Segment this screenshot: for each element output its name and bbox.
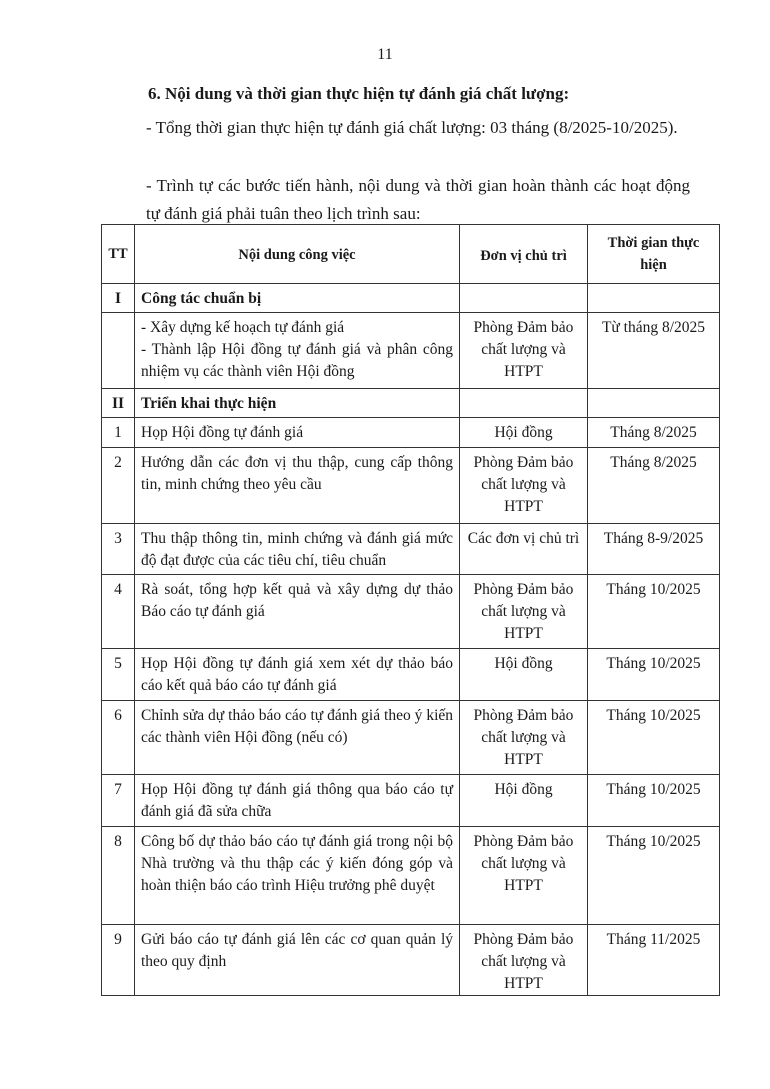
table-header-row bbox=[102, 225, 720, 284]
phase-row bbox=[102, 284, 720, 313]
table-row bbox=[102, 701, 720, 775]
table-row bbox=[102, 418, 720, 448]
table-row bbox=[102, 925, 720, 996]
row-number: 6 bbox=[102, 701, 135, 775]
phase-number: II bbox=[102, 389, 135, 418]
row-unit: Hội đồng bbox=[460, 649, 588, 701]
row-content: Họp Hội đồng tự đánh giá xem xét dự thảo báo cáo kết quả báo cáo tự đánh giá bbox=[135, 649, 460, 701]
row-unit: Hội đồng bbox=[460, 775, 588, 827]
row-unit: Phòng Đảm bảo chất lượng và HTPT bbox=[460, 701, 588, 775]
row-unit: Hội đồng bbox=[460, 418, 588, 448]
paragraph-text: - Trình tự các bước tiến hành, nội dung và thời gian hoàn thành các hoạt động tự đánh giá phải tuân theo lịch trình sau: bbox=[146, 176, 690, 223]
row-unit: Các đơn vị chủ trì bbox=[460, 524, 588, 575]
header-time: Thời gian thực hiện bbox=[588, 225, 720, 284]
row-time: Tháng 10/2025 bbox=[588, 649, 720, 701]
schedule-table bbox=[101, 224, 720, 996]
phase-row bbox=[102, 389, 720, 418]
row-time: Tháng 11/2025 bbox=[588, 925, 720, 996]
header-content: Nội dung công việc bbox=[135, 225, 460, 284]
empty-cell bbox=[588, 284, 720, 313]
row-content: Thu thập thông tin, minh chứng và đánh giá mức độ đạt được của các tiêu chí, tiêu chuẩn bbox=[135, 524, 460, 575]
row-number bbox=[102, 313, 135, 389]
row-content: Gửi báo cáo tự đánh giá lên các cơ quan quản lý theo quy định bbox=[135, 925, 460, 996]
row-number: 4 bbox=[102, 575, 135, 649]
table-row bbox=[102, 313, 720, 389]
table-row bbox=[102, 524, 720, 575]
row-number: 5 bbox=[102, 649, 135, 701]
row-content: Chỉnh sửa dự thảo báo cáo tự đánh giá theo ý kiến các thành viên Hội đồng (nếu có) bbox=[135, 701, 460, 775]
row-number: 8 bbox=[102, 827, 135, 925]
row-unit: Phòng Đảm bảo chất lượng và HTPT bbox=[460, 925, 588, 996]
header-unit: Đơn vị chủ trì bbox=[460, 225, 588, 284]
phase-title: Triển khai thực hiện bbox=[135, 389, 460, 418]
row-content: Họp Hội đồng tự đánh giá thông qua báo cáo tự đánh giá đã sửa chữa bbox=[135, 775, 460, 827]
empty-cell bbox=[460, 284, 588, 313]
paragraph-sequence bbox=[100, 172, 690, 228]
row-time: Tháng 10/2025 bbox=[588, 775, 720, 827]
table-row bbox=[102, 575, 720, 649]
empty-cell bbox=[588, 389, 720, 418]
phase-number: I bbox=[102, 284, 135, 313]
phase-title: Công tác chuẩn bị bbox=[135, 284, 460, 313]
row-time: Tháng 8-9/2025 bbox=[588, 524, 720, 575]
row-time: Tháng 8/2025 bbox=[588, 418, 720, 448]
row-number: 3 bbox=[102, 524, 135, 575]
row-time: Tháng 10/2025 bbox=[588, 701, 720, 775]
row-number: 2 bbox=[102, 448, 135, 524]
paragraph-total-time bbox=[100, 114, 690, 142]
paragraph-text: - Tổng thời gian thực hiện tự đánh giá chất lượng: 03 tháng (8/2025-10/2025). bbox=[146, 118, 678, 137]
table-row bbox=[102, 448, 720, 524]
row-content-line: - Xây dựng kế hoạch tự đánh giá bbox=[141, 319, 345, 336]
empty-cell bbox=[460, 389, 588, 418]
table-row bbox=[102, 827, 720, 925]
section-heading: 6. Nội dung và thời gian thực hiện tự đánh giá chất lượng: bbox=[148, 84, 570, 103]
row-time: Tháng 10/2025 bbox=[588, 827, 720, 925]
table-row bbox=[102, 775, 720, 827]
row-unit: Phòng Đảm bảo chất lượng và HTPT bbox=[460, 575, 588, 649]
row-unit: Phòng Đảm bảo chất lượng và HTPT bbox=[460, 827, 588, 925]
row-time: Tháng 10/2025 bbox=[588, 575, 720, 649]
row-content bbox=[135, 313, 460, 389]
row-number: 9 bbox=[102, 925, 135, 996]
row-content: Công bố dự thảo báo cáo tự đánh giá trong nội bộ Nhà trường và thu thập các ý kiến đóng góp và hoàn thiện báo cáo trình Hiệu trưởng phê duyệt bbox=[135, 827, 460, 925]
row-number: 1 bbox=[102, 418, 135, 448]
row-content: Rà soát, tổng hợp kết quả và xây dựng dự thảo Báo cáo tự đánh giá bbox=[135, 575, 460, 649]
row-number: 7 bbox=[102, 775, 135, 827]
row-unit: Phòng Đảm bảo chất lượng và HTPT bbox=[460, 448, 588, 524]
row-content: Họp Hội đồng tự đánh giá bbox=[135, 418, 460, 448]
page-number: 11 bbox=[377, 46, 393, 63]
row-time: Từ tháng 8/2025 bbox=[588, 313, 720, 389]
row-unit: Phòng Đảm bảo chất lượng và HTPT bbox=[460, 313, 588, 389]
row-content-line: - Thành lập Hội đồng tự đánh giá và phân công nhiệm vụ các thành viên Hội đồng bbox=[141, 341, 453, 380]
row-content: Hướng dẫn các đơn vị thu thập, cung cấp thông tin, minh chứng theo yêu cầu bbox=[135, 448, 460, 524]
table-row bbox=[102, 649, 720, 701]
row-time: Tháng 8/2025 bbox=[588, 448, 720, 524]
header-tt: TT bbox=[102, 225, 135, 284]
